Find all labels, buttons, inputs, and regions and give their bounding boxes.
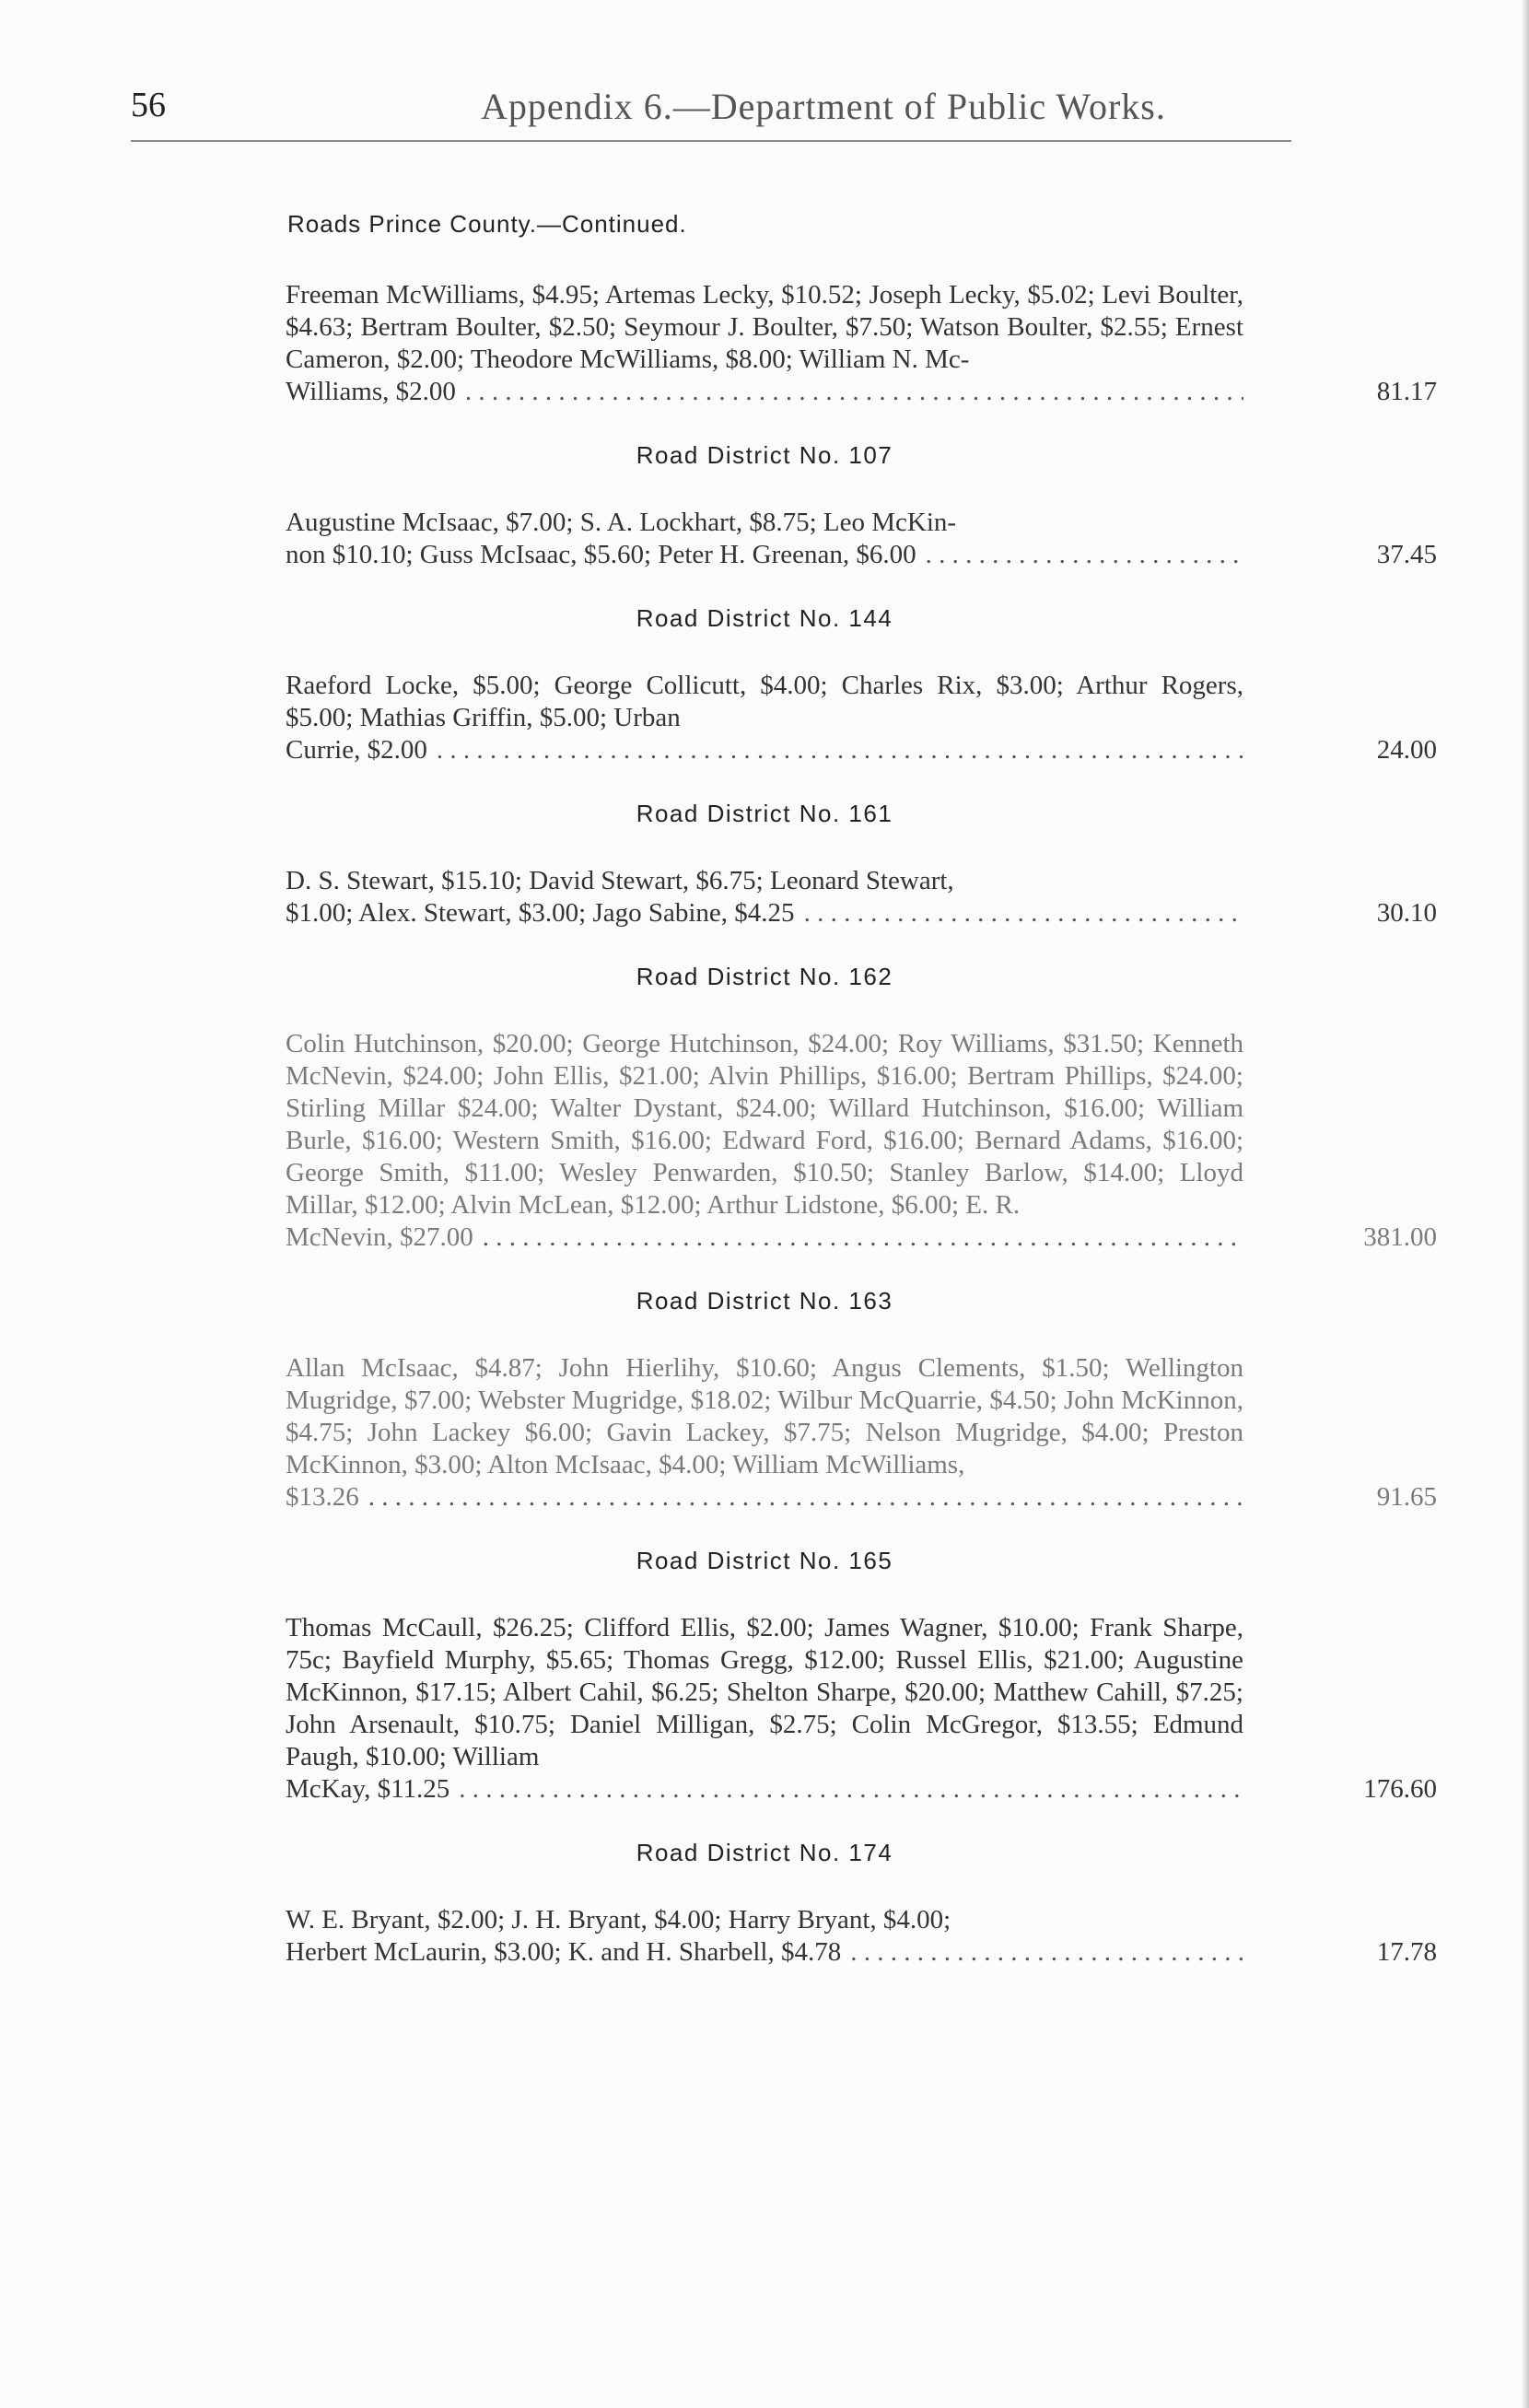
payee-last-line: [286, 1222, 1243, 1254]
district-heading: Road District No. 162: [636, 963, 893, 990]
district-entry: [286, 1612, 1437, 1806]
payee-tail: $13.26: [286, 1482, 359, 1512]
running-title: Appendix 6.—Department of Public Works.: [481, 86, 1166, 127]
district-total: 91.65: [1376, 1482, 1437, 1512]
district-163: [286, 1287, 1437, 1514]
district-144: [286, 604, 1437, 766]
district-162: [286, 963, 1437, 1254]
district-107: [286, 441, 1437, 571]
payee-last-line: [286, 376, 1243, 408]
district-continued: [286, 279, 1437, 408]
header-rule: [131, 140, 1291, 142]
district-heading: Road District No. 161: [636, 800, 893, 827]
dot-leader: [841, 1936, 1243, 1969]
district-161: [286, 800, 1437, 929]
district-174: [286, 1839, 1437, 1969]
payee-list: D. S. Stewart, $15.10; David Stewart, $6.75; Leonard Stewart,: [286, 866, 954, 895]
district-total: 24.00: [1376, 735, 1437, 765]
payee-tail: non $10.10; Guss McIsaac, $5.60; Peter H. Greenan, $6.00: [286, 540, 916, 569]
district-total: 30.10: [1376, 898, 1437, 928]
dot-leader: [427, 734, 1243, 766]
page-header: [131, 85, 1439, 140]
district-entry: [286, 1904, 1437, 1969]
payee-list: Freeman McWilliams, $4.95; Artemas Lecky, $10.52; Joseph Lecky, $5.02; Levi Boulter, $4.63; Bertram Boulter, $2.50; Seymour J. Boulter, $7.50; Watson Boulter, $2.55; Ernest Cameron, $2.00; Theodore McWilliams, $8.00; William N. Mc-: [286, 280, 1243, 374]
district-entry: [286, 1352, 1437, 1514]
dot-leader: [473, 1222, 1243, 1254]
payee-list: Raeford Locke, $5.00; George Collicutt, $4.00; Charles Rix, $3.00; Arthur Rogers, $5.00; Mathias Griffin, $5.00; Urban: [286, 671, 1243, 732]
payee-last-line: [286, 539, 1243, 571]
scan-edge: [1522, 0, 1529, 2408]
district-entry: [286, 865, 1437, 929]
payee-tail: $1.00; Alex. Stewart, $3.00; Jago Sabine, $4.25: [286, 898, 795, 928]
payee-tail: McNevin, $27.00: [286, 1222, 473, 1252]
district-total: 37.45: [1376, 540, 1437, 569]
district-entry: [286, 670, 1437, 766]
payee-list: Allan McIsaac, $4.87; John Hierlihy, $10.60; Angus Clements, $1.50; Wellington Mugridge, $7.00; Webster Mugridge, $18.02; Wilbur McQuarrie, $4.50; John McKinnon, $4.75; John Lackey $6.00; Gavin Lackey, $7.75; Nelson Mugridge, $4.00; Preston McKinnon, $3.00; Alton McIsaac, $4.00; William McWilliams,: [286, 1353, 1243, 1479]
payee-list: W. E. Bryant, $2.00; J. H. Bryant, $4.00; Harry Bryant, $4.00;: [286, 1905, 951, 1935]
payee-tail: Herbert McLaurin, $3.00; K. and H. Sharbell, $4.78: [286, 1937, 842, 1967]
payee-list: Augustine McIsaac, $7.00; S. A. Lockhart, $8.75; Leo McKin-: [286, 508, 957, 537]
payee-last-line: [286, 1481, 1243, 1514]
district-total: 176.60: [1363, 1774, 1437, 1804]
payee-list: Thomas McCaull, $26.25; Clifford Ellis, $2.00; James Wagner, $10.00; Frank Sharpe, 75c; Bayfield Murphy, $5.65; Thomas Gregg, $12.00; Russel Ellis, $21.00; Augustine McKinnon, $17.15; Albert Cahil, $6.25; Shelton Sharpe, $20.00; Matthew Cahill, $7.25; John Arsenault, $10.75; Daniel Milligan, $2.75; Colin McGregor, $13.55; Edmund Paugh, $10.00; William: [286, 1613, 1243, 1771]
page-number: 56: [131, 86, 166, 124]
dot-leader: [359, 1481, 1243, 1514]
district-heading: Road District No. 144: [636, 604, 893, 632]
dot-leader: [449, 1773, 1243, 1806]
payee-last-line: [286, 1773, 1243, 1806]
payee-last-line: [286, 734, 1243, 766]
district-heading: Road District No. 174: [636, 1839, 893, 1866]
section-subtitle: Roads Prince County.—Continued.: [287, 210, 687, 238]
district-total: 17.78: [1376, 1937, 1437, 1967]
payee-tail: Williams, $2.00: [286, 377, 456, 406]
dot-leader: [916, 539, 1243, 571]
payee-tail: Currie, $2.00: [286, 735, 427, 765]
dot-leader: [456, 376, 1243, 408]
district-entry: [286, 1028, 1437, 1254]
district-heading: Road District No. 165: [636, 1547, 893, 1574]
payee-list: Colin Hutchinson, $20.00; George Hutchinson, $24.00; Roy Williams, $31.50; Kenneth McNevin, $24.00; John Ellis, $21.00; Alvin Phillips, $16.00; Bertram Phillips, $24.00; Stirling Millar $24.00; Walter Dystant, $24.00; Willard Hutchinson, $16.00; William Burle, $16.00; Western Smith, $16.00; Edward Ford, $16.00; Bernard Adams, $16.00; George Smith, $11.00; Wesley Penwarden, $10.50; Stanley Barlow, $14.00; Lloyd Millar, $12.00; Alvin McLean, $12.00; Arthur Lidstone, $6.00; E. R.: [286, 1029, 1243, 1220]
district-entry: [286, 279, 1437, 408]
district-total: 81.17: [1376, 377, 1437, 406]
district-heading: Road District No. 107: [636, 441, 893, 469]
district-heading: Road District No. 163: [636, 1287, 893, 1315]
district-total: 381.00: [1363, 1222, 1437, 1252]
payee-last-line: [286, 1936, 1243, 1969]
district-165: [286, 1547, 1437, 1806]
payee-tail: McKay, $11.25: [286, 1774, 450, 1804]
district-entry: [286, 507, 1437, 571]
payee-last-line: [286, 897, 1243, 929]
page-body: [286, 210, 1437, 2002]
dot-leader: [795, 897, 1243, 929]
